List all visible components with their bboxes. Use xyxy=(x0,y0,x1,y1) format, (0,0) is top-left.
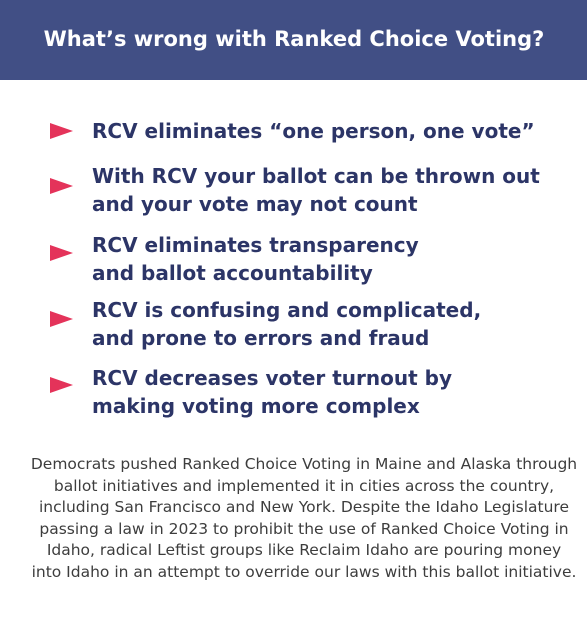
bullet-text: RCV decreases voter turnout by making voting more complex xyxy=(92,366,452,418)
red-triangle-icon xyxy=(50,123,73,139)
body-paragraph: Democrats pushed Ranked Choice Voting in Maine and Alaska through ballot initiatives and implemented it in cities across the country, including San Francisco and New York. Despite the Idaho Legislature passing a law in 2023 to prohibit the use of Ranked Choice Voting in Idaho, radical Leftist groups like Reclaim Idaho are pouring money into Idaho in an attempt to override our laws with this ballot initiative. xyxy=(30,455,578,581)
bullet-text: RCV is confusing and complicated, and prone to errors and fraud xyxy=(92,298,482,350)
header-banner xyxy=(0,0,587,80)
red-triangle-icon xyxy=(50,377,73,393)
red-triangle-icon xyxy=(50,245,73,261)
bullet-text: RCV eliminates transparency and ballot accountability xyxy=(92,233,419,285)
red-triangle-icon xyxy=(50,178,73,194)
bullet-text: RCV eliminates “one person, one vote” xyxy=(92,119,535,143)
bullet-text: With RCV your ballot can be thrown out and your vote may not count xyxy=(92,164,540,216)
red-triangle-icon xyxy=(50,311,73,327)
page-title: What’s wrong with Ranked Choice Voting? xyxy=(43,27,545,51)
